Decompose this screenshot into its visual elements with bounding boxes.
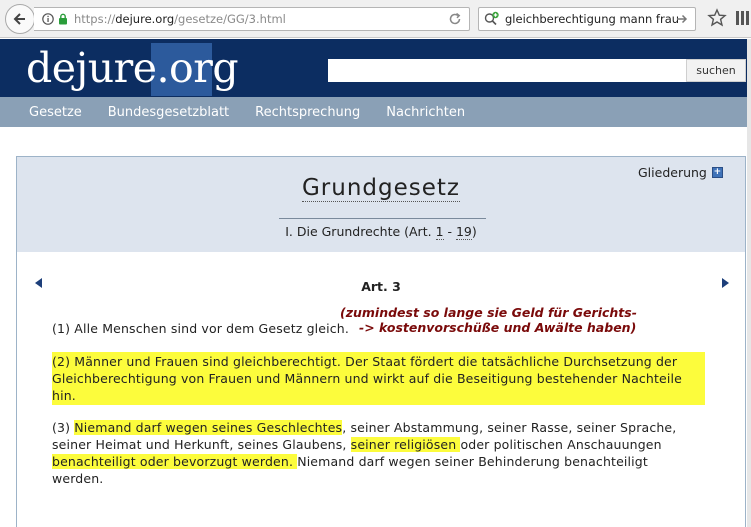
- nav-rechtsprechung[interactable]: Rechtsprechung: [255, 104, 361, 120]
- nav-bundesgesetzblatt[interactable]: Bundesgesetzblatt: [107, 104, 230, 120]
- logo-name: dejure.: [26, 44, 170, 92]
- reload-icon[interactable]: [447, 11, 463, 27]
- subtitle-prefix: I. Die Grundrechte (Art.: [285, 224, 436, 239]
- lock-icon: [58, 13, 68, 25]
- site-search-button[interactable]: suchen: [686, 59, 746, 82]
- paragraph-2-highlight: (2) Männer und Frauen sind gleichberechtigt. Der Staat fördert die tatsächliche Durchsetzung der Gleichberechtigung von Frauen und Männern und wirkt auf die Beseitigung bestehender Nachteile hin.: [52, 352, 705, 405]
- law-title-text: Grundgesetz: [301, 175, 460, 201]
- site-header: [0, 39, 751, 97]
- paragraph-2: [52, 352, 706, 405]
- page-scrollbar[interactable]: [747, 39, 751, 527]
- article-heading: Art. 3: [361, 279, 401, 294]
- nav-nachrichten[interactable]: Nachrichten: [386, 104, 466, 120]
- law-title[interactable]: [17, 175, 745, 201]
- bookmark-star-icon[interactable]: [707, 8, 727, 28]
- note-line-1: (zumindest so lange sie Geld für Gerichts-: [340, 305, 637, 320]
- site-logo[interactable]: [26, 39, 238, 97]
- expand-icon[interactable]: +: [713, 167, 722, 177]
- note-line-2: -> kostenvorschüße und Awälte haben): [359, 320, 637, 335]
- logo-tld: org: [169, 44, 239, 92]
- handwritten-note: [340, 305, 637, 335]
- url-text: [74, 12, 286, 26]
- paragraph-3: [52, 419, 702, 487]
- p3-highlight-1: Niemand darf wegen seines Geschlechtes: [74, 420, 343, 435]
- search-go-icon[interactable]: [674, 11, 690, 27]
- site-search-input[interactable]: [328, 59, 686, 82]
- section-subtitle: [17, 224, 745, 239]
- site-nav: [0, 97, 751, 127]
- search-engine-icon[interactable]: [483, 11, 501, 27]
- p3-highlight-3: benachteiligt oder bevorzugt werden.: [52, 454, 298, 469]
- browser-toolbar: [0, 0, 751, 38]
- p3-highlight-2: seiner religiösen: [350, 437, 461, 452]
- p3-number: (3): [52, 420, 75, 435]
- nav-gesetze[interactable]: Gesetze: [29, 104, 82, 120]
- paragraph-1: (1) Alle Menschen sind vor dem Gesetz gleich.: [52, 321, 349, 336]
- back-arrow-icon: [12, 11, 28, 27]
- url-host: dejure.org: [115, 12, 175, 26]
- subtitle-suffix: ): [471, 224, 477, 239]
- back-button[interactable]: [5, 4, 35, 34]
- title-divider: [279, 218, 486, 219]
- subtitle-to-link[interactable]: 19: [455, 224, 472, 239]
- library-icon[interactable]: [734, 8, 751, 28]
- law-header: [17, 157, 745, 252]
- p3-text-2: oder politischen Anschauungen: [460, 437, 662, 452]
- url-path: /gesetze/GG/3.html: [174, 12, 286, 26]
- p3-text-1: , seiner Abstammung, seiner Rasse, seiner Sprache, seiner Heimat und Herkunft, seines Glaubens,: [52, 420, 677, 452]
- browser-search-query[interactable]: gleichberechtigung mann frau: [505, 12, 680, 26]
- subtitle-sep: -: [443, 224, 456, 239]
- browser-search-bar[interactable]: [478, 7, 696, 31]
- subtitle-from-link[interactable]: 1: [435, 224, 444, 239]
- p3-text-3: Niemand darf wegen seiner Behinderung benachteiligt werden.: [52, 454, 648, 486]
- address-bar[interactable]: [34, 7, 470, 31]
- law-panel: [16, 156, 746, 527]
- gliederung-label: Gliederung: [638, 165, 707, 180]
- next-article-icon[interactable]: [722, 278, 729, 288]
- info-icon[interactable]: [42, 13, 54, 25]
- url-prefix: https://: [74, 12, 116, 26]
